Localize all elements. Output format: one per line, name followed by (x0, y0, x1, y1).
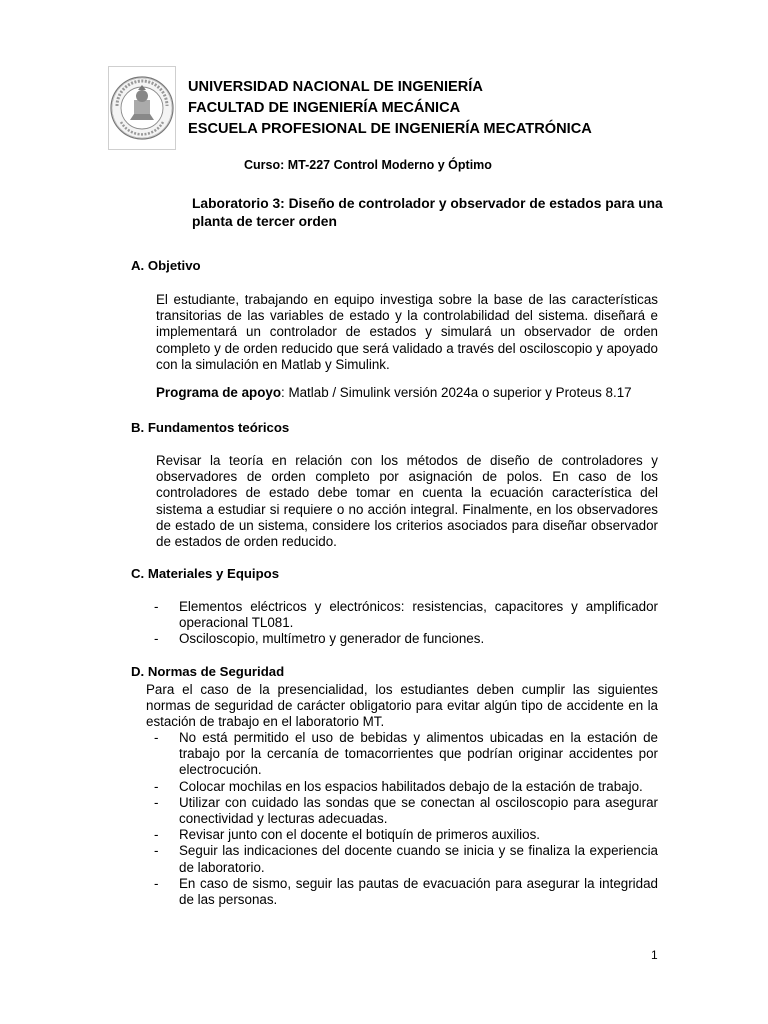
section-heading-materiales: C. Materiales y Equipos (131, 566, 280, 581)
header-institution (188, 77, 592, 140)
support-label: Programa de apoyo (156, 385, 282, 400)
page-number: 1 (651, 948, 658, 962)
course-title: Curso: MT-227 Control Moderno y Óptimo (244, 158, 492, 172)
school-name: ESCUELA PROFESIONAL DE INGENIERÍA MECATRÓNICA (188, 121, 592, 137)
lab-title: Laboratorio 3: Diseño de controlador y observador de estados para una planta de tercer orden (192, 196, 663, 229)
list-bullet: - (154, 794, 159, 810)
list-bullet: - (154, 843, 159, 859)
list-bullet: - (154, 875, 159, 891)
university-seal-logo (108, 66, 176, 150)
list-item: - No está permitido el uso de bebidas y alimentos ubicadas en la estación de trabajo por la cercanía de tomacorrientes que podrían originar accidentes por electrocución. (154, 730, 658, 778)
section-heading-objetivo: A. Objetivo (131, 258, 201, 273)
list-item: - Colocar mochilas en los espacios habilitados debajo de la estación de trabajo. (154, 778, 643, 794)
support-text: : Matlab / Simulink versión 2024a o superior y Proteus 8.17 (281, 385, 632, 400)
normas-intro: Para el caso de la presencialidad, los estudiantes deben cumplir las siguientes normas de seguridad de carácter obligatorio para evitar algún tipo de accidente en la estación de trabajo en el laboratorio MT. (146, 682, 658, 730)
list-item: - Osciloscopio, multímetro y generador de funciones. (154, 631, 485, 647)
list-bullet: - (154, 827, 159, 843)
support-programs (156, 385, 632, 400)
list-bullet: - (154, 778, 159, 794)
list-bullet: - (154, 631, 159, 647)
list-bullet: - (154, 599, 159, 614)
list-item: - Utilizar con cuidado las sondas que se conectan al osciloscopio para asegurar conectividad y lecturas adecuadas. (154, 794, 658, 827)
normas-list (154, 730, 658, 908)
university-name: UNIVERSIDAD NACIONAL DE INGENIERÍA (188, 79, 483, 95)
faculty-name: FACULTAD DE INGENIERÍA MECÁNICA (188, 100, 461, 116)
list-item: - En caso de sismo, seguir las pautas de evacuación para asegurar la integridad de las personas. (154, 875, 658, 908)
list-item: - Revisar junto con el docente el botiquín de primeros auxilios. (154, 827, 541, 843)
section-heading-fundamentos: B. Fundamentos teóricos (131, 420, 290, 435)
objetivo-paragraph: El estudiante, trabajando en equipo investiga sobre la base de las características transitorias de las variables de estado y la controlabilidad del sistema. diseñará e implementará un controlador de estados y simulará un observador de orden completo y de orden reducido que será validado a través del osciloscopio y apoyado con la simulación en Matlab y Simulink. (156, 292, 658, 372)
list-item: - Seguir las indicaciones del docente cuando se inicia y se finaliza la experiencia de laboratorio. (154, 843, 658, 875)
materiales-list (154, 599, 658, 648)
list-bullet: - (154, 730, 159, 745)
section-heading-normas: D. Normas de Seguridad (131, 664, 285, 679)
list-item: - Elementos eléctricos y electrónicos: resistencias, capacitores y amplificador operacional TL081. (154, 599, 658, 631)
fundamentos-paragraph: Revisar la teoría en relación con los métodos de diseño de controladores y observadores de orden completo por asignación de polos. En caso de los controladores de estado debe tomar en cuenta la ecuación característica del sistema a estudiar si requiere o no acción integral. Finalmente, en los observadores de estado de un sistema, considere los criterios asociados para diseñar observador de estados de orden reducido. (156, 453, 658, 550)
